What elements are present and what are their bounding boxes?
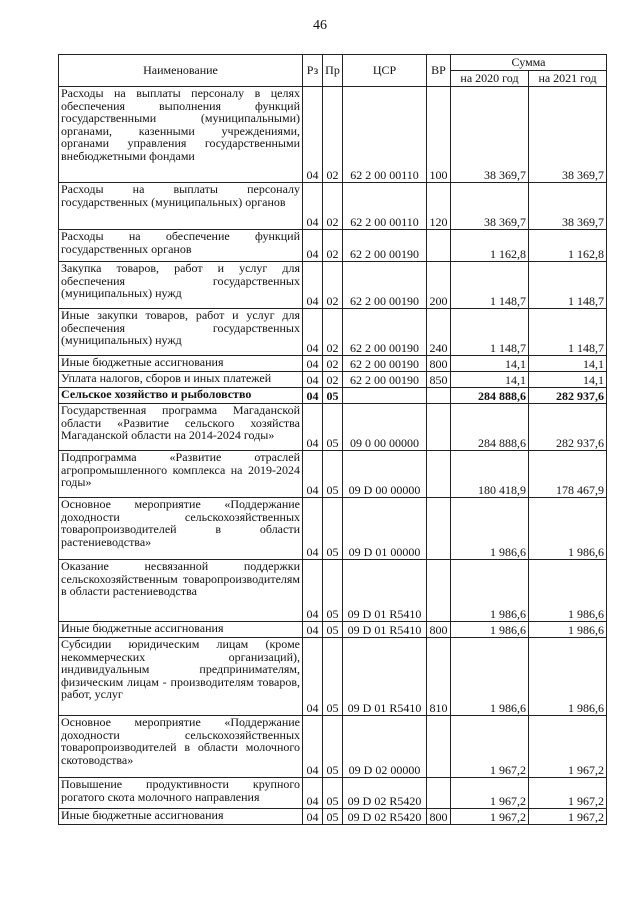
row-csr: 09 D 02 R5420 <box>343 809 427 825</box>
row-name: Расходы на выплаты персоналу государственных (муниципальных) органов <box>59 183 303 230</box>
row-name: Уплата налогов, сборов и иных платежей <box>59 372 303 388</box>
row-rz: 04 <box>303 309 323 356</box>
row-rz: 04 <box>303 230 323 262</box>
row-vr <box>427 560 451 622</box>
row-name: Оказание несвязанной поддержки сельскохозяйственным товаропроизводителям в области растениеводства <box>59 560 303 622</box>
row-vr: 200 <box>427 262 451 309</box>
row-rz: 04 <box>303 716 323 778</box>
row-name: Иные закупки товаров, работ и услуг для обеспечения государственных (муниципальных) нужд <box>59 309 303 356</box>
row-rz: 04 <box>303 262 323 309</box>
row-csr: 09 D 01 R5410 <box>343 622 427 638</box>
row-rz: 04 <box>303 87 323 183</box>
row-sum-2021: 1 986,6 <box>529 498 607 560</box>
row-sum-2020: 1 967,2 <box>451 778 529 809</box>
row-rz: 04 <box>303 356 323 372</box>
row-sum-2020: 1 967,2 <box>451 716 529 778</box>
row-pr: 05 <box>323 388 343 404</box>
header-csr: ЦСР <box>343 55 427 87</box>
row-name: Основное мероприятие «Поддержание доходности сельскохозяйственных товаропроизводителей в области молочного скотоводства» <box>59 716 303 778</box>
row-rz: 04 <box>303 778 323 809</box>
row-pr: 02 <box>323 372 343 388</box>
table-row <box>59 716 607 778</box>
row-vr <box>427 230 451 262</box>
row-sum-2020: 1 148,7 <box>451 309 529 356</box>
header-vr: ВР <box>427 55 451 87</box>
row-pr: 05 <box>323 638 343 716</box>
table-row <box>59 638 607 716</box>
row-rz: 04 <box>303 622 323 638</box>
row-csr: 09 D 01 R5410 <box>343 560 427 622</box>
row-rz: 04 <box>303 809 323 825</box>
row-sum-2020: 38 369,7 <box>451 183 529 230</box>
row-csr: 09 D 01 R5410 <box>343 638 427 716</box>
table-row <box>59 372 607 388</box>
row-pr: 05 <box>323 498 343 560</box>
row-vr <box>427 498 451 560</box>
row-sum-2020: 1 986,6 <box>451 498 529 560</box>
row-name: Иные бюджетные ассигнования <box>59 622 303 638</box>
table-row <box>59 87 607 183</box>
row-rz: 04 <box>303 560 323 622</box>
row-sum-2021: 38 369,7 <box>529 87 607 183</box>
row-rz: 04 <box>303 388 323 404</box>
row-csr: 09 D 02 R5420 <box>343 778 427 809</box>
row-pr: 02 <box>323 183 343 230</box>
row-csr: 09 D 02 00000 <box>343 716 427 778</box>
row-rz: 04 <box>303 183 323 230</box>
row-name: Подпрограмма «Развитие отраслей агропромышленного комплекса на 2019-2024 годы» <box>59 451 303 498</box>
header-2021: на 2021 год <box>529 71 607 87</box>
table-row <box>59 404 607 451</box>
row-name: Расходы на выплаты персоналу в целях обеспечения выполнения функций государственными (муниципальными) органами, казенными учреждениями, органами управления государственными внебюджетными фондами <box>59 87 303 183</box>
budget-table <box>58 54 607 825</box>
row-sum-2020: 1 148,7 <box>451 262 529 309</box>
row-sum-2021: 1 986,6 <box>529 560 607 622</box>
row-rz: 04 <box>303 498 323 560</box>
row-pr: 02 <box>323 262 343 309</box>
row-sum-2020: 14,1 <box>451 356 529 372</box>
row-csr: 62 2 00 00110 <box>343 87 427 183</box>
table-row <box>59 356 607 372</box>
row-vr <box>427 404 451 451</box>
row-sum-2021: 178 467,9 <box>529 451 607 498</box>
page-number: 46 <box>313 18 327 33</box>
table-row <box>59 230 607 262</box>
row-sum-2021: 282 937,6 <box>529 404 607 451</box>
row-vr: 100 <box>427 87 451 183</box>
row-sum-2021: 1 967,2 <box>529 716 607 778</box>
row-pr: 05 <box>323 778 343 809</box>
row-sum-2021: 1 986,6 <box>529 638 607 716</box>
row-sum-2020: 284 888,6 <box>451 404 529 451</box>
row-pr: 05 <box>323 404 343 451</box>
row-csr: 09 D 00 00000 <box>343 451 427 498</box>
row-vr: 120 <box>427 183 451 230</box>
header-pr: Пр <box>323 55 343 87</box>
row-sum-2021: 1 148,7 <box>529 262 607 309</box>
row-sum-2021: 1 986,6 <box>529 622 607 638</box>
header-rz: Рз <box>303 55 323 87</box>
row-vr: 800 <box>427 356 451 372</box>
row-vr <box>427 716 451 778</box>
row-pr: 02 <box>323 87 343 183</box>
row-pr: 02 <box>323 230 343 262</box>
table-row <box>59 498 607 560</box>
row-vr: 800 <box>427 622 451 638</box>
row-sum-2021: 38 369,7 <box>529 183 607 230</box>
table-row <box>59 451 607 498</box>
row-pr: 05 <box>323 716 343 778</box>
header-name: Наименование <box>59 55 303 87</box>
row-csr: 62 2 00 00190 <box>343 230 427 262</box>
row-vr: 850 <box>427 372 451 388</box>
row-vr: 240 <box>427 309 451 356</box>
header-2020: на 2020 год <box>451 71 529 87</box>
row-sum-2021: 1 967,2 <box>529 809 607 825</box>
row-sum-2020: 38 369,7 <box>451 87 529 183</box>
row-vr: 810 <box>427 638 451 716</box>
row-sum-2020: 1 967,2 <box>451 809 529 825</box>
row-rz: 04 <box>303 638 323 716</box>
row-sum-2020: 180 418,9 <box>451 451 529 498</box>
row-csr: 62 2 00 00190 <box>343 309 427 356</box>
row-csr: 09 D 01 00000 <box>343 498 427 560</box>
row-sum-2021: 1 967,2 <box>529 778 607 809</box>
header-sum: Сумма <box>451 55 607 71</box>
row-name: Иные бюджетные ассигнования <box>59 356 303 372</box>
row-name: Иные бюджетные ассигнования <box>59 809 303 825</box>
row-pr: 05 <box>323 809 343 825</box>
row-csr: 62 2 00 00110 <box>343 183 427 230</box>
row-sum-2021: 1 162,8 <box>529 230 607 262</box>
row-pr: 02 <box>323 309 343 356</box>
table-row <box>59 183 607 230</box>
table-row <box>59 560 607 622</box>
table-row <box>59 622 607 638</box>
row-vr <box>427 388 451 404</box>
row-sum-2021: 14,1 <box>529 356 607 372</box>
row-rz: 04 <box>303 372 323 388</box>
row-vr <box>427 451 451 498</box>
table-row <box>59 309 607 356</box>
row-name: Основное мероприятие «Поддержание доходности сельскохозяйственных товаропроизводителей в области растениеводства» <box>59 498 303 560</box>
row-vr: 800 <box>427 809 451 825</box>
row-pr: 05 <box>323 451 343 498</box>
row-pr: 05 <box>323 622 343 638</box>
row-sum-2020: 284 888,6 <box>451 388 529 404</box>
row-sum-2020: 1 986,6 <box>451 622 529 638</box>
row-sum-2020: 1 986,6 <box>451 638 529 716</box>
row-pr: 02 <box>323 356 343 372</box>
row-sum-2021: 14,1 <box>529 372 607 388</box>
table-row <box>59 388 607 404</box>
row-name: Повышение продуктивности крупного рогатого скота молочного направления <box>59 778 303 809</box>
row-pr: 05 <box>323 560 343 622</box>
table-row <box>59 778 607 809</box>
row-csr: 62 2 00 00190 <box>343 372 427 388</box>
row-csr: 09 0 00 00000 <box>343 404 427 451</box>
row-sum-2020: 1 986,6 <box>451 560 529 622</box>
row-name: Субсидии юридическим лицам (кроме некоммерческих организаций), индивидуальным предпринимателям, физическим лицам - производителям товаров, работ, услуг <box>59 638 303 716</box>
table-row <box>59 262 607 309</box>
row-csr: 62 2 00 00190 <box>343 262 427 309</box>
row-name: Расходы на обеспечение функций государственных органов <box>59 230 303 262</box>
row-csr <box>343 388 427 404</box>
row-sum-2021: 282 937,6 <box>529 388 607 404</box>
row-rz: 04 <box>303 451 323 498</box>
row-rz: 04 <box>303 404 323 451</box>
row-vr <box>427 778 451 809</box>
row-name: Закупка товаров, работ и услуг для обеспечения государственных (муниципальных) нужд <box>59 262 303 309</box>
row-csr: 62 2 00 00190 <box>343 356 427 372</box>
row-sum-2021: 1 148,7 <box>529 309 607 356</box>
row-sum-2020: 1 162,8 <box>451 230 529 262</box>
row-name: Сельское хозяйство и рыболовство <box>59 388 303 404</box>
row-sum-2020: 14,1 <box>451 372 529 388</box>
row-name: Государственная программа Магаданской области «Развитие сельского хозяйства Магаданской области на 2014-2024 годы» <box>59 404 303 451</box>
table-row <box>59 809 607 825</box>
